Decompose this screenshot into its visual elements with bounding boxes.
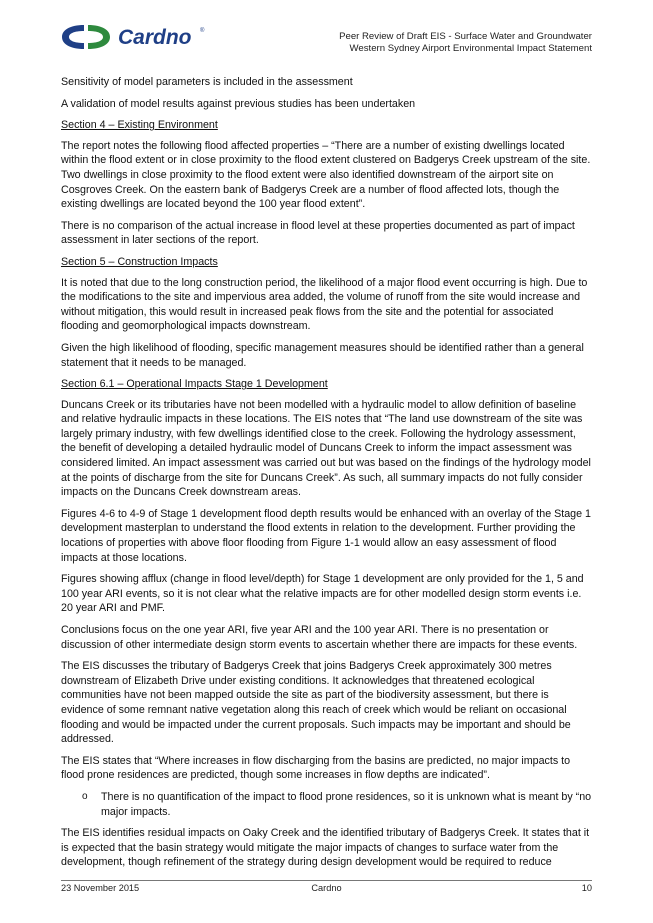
svg-text:®: ® bbox=[200, 28, 205, 34]
bullet-item bbox=[61, 790, 592, 819]
page-number: 10 bbox=[581, 883, 592, 893]
paragraph: The EIS identifies residual impacts on Oaky Creek and the identified tributary of Badgerys Creek. It states that it is expected that the basin strategy would mitigate the major impacts of changes to surface water from the development, though refinement of the strategy during design development would be required to reduce bbox=[61, 827, 590, 869]
paragraph: There is no comparison of the actual increase in flood level at these properties documented as part of impact assessment in later sections of the report. bbox=[61, 219, 575, 247]
cardno-logo-mark bbox=[60, 22, 220, 52]
footer-divider bbox=[61, 880, 592, 881]
paragraph: Given the high likelihood of flooding, specific management measures should be identified rather than a general statement that it needs to be managed. bbox=[61, 341, 584, 369]
paragraph: The EIS discusses the tributary of Badgerys Creek that joins Badgerys Creek approximately 300 metres downstream of Elizabeth Drive under existing conditions. It acknowledges that threatened ecological communities have not been mapped outside the site as part of the biodiversity assessment, but there is evidence of some remnant native vegetation along this reach of creek which would be reliant on occasional flooding and would be impacted under the current proposals. Such impacts may be important and should be addressed. bbox=[61, 660, 571, 746]
section-6-1-heading: Section 6.1 – Operational Impacts Stage 1 Development bbox=[61, 378, 328, 391]
paragraph: Figures showing afflux (change in flood level/depth) for Stage 1 development are only provided for the 1, 5 and 100 year ARI events, so it is not clear what the relative impacts are for other modelled design storm events i.e. 20 year ARI and PMF. bbox=[61, 573, 584, 615]
paragraph: The EIS states that “Where increases in flow discharging from the basins are predicted, no major impacts to flood prone residences are predicted, though some increases in flow depths are indicated”. bbox=[61, 754, 571, 782]
header-subtitle: Western Sydney Airport Environmental Impact Statement bbox=[349, 43, 592, 54]
paragraph: The report notes the following flood affected properties – “There are a number of existing dwellings located within the flood extent or in close proximity to the flood extent clustered on Badgerys Creek upstream of the site. Two dwellings in close proximity to the flood extent were also identified downstream of the airport site on Cosgroves Creek. On the eastern bank of Badgerys Creek are a number of flood affected lots, though the existing dwellings are located beyond the 100 year flood extent”. bbox=[61, 139, 591, 211]
svg-text:Cardno: Cardno bbox=[118, 26, 192, 49]
footer-company: Cardno bbox=[311, 883, 342, 893]
footer-date: 23 November 2015 bbox=[61, 883, 140, 893]
bullet-text: There is no quantification of the impact to flood prone residences, so it is unknown what is meant by “no major impacts. bbox=[101, 790, 592, 818]
section-4-heading: Section 4 – Existing Environment bbox=[61, 119, 218, 132]
section-5-heading: Section 5 – Construction Impacts bbox=[61, 255, 218, 268]
document-body bbox=[61, 75, 592, 877]
paragraph: Conclusions focus on the one year ARI, five year ARI and the 100 year ARI. There is no presentation or discussion of other intermediate design storm events to ascertain whether there are impacts for these events. bbox=[61, 624, 578, 651]
document-header bbox=[339, 31, 592, 55]
paragraph: A validation of model results against previous studies has been undertaken bbox=[61, 97, 416, 110]
paragraph: Duncans Creek or its tributaries have not been modelled with a hydraulic model to allow definition of baseline and relative hydraulic impacts in these locations. The EIS notes that “The land use downstream of the site was largely primary industry, with few dwellings identified close to the creek. Following the hydrology assessment, the benefit of developing a detailed hydraulic model of Duncans Creek to inform the impact assessment was considered limited. An impact assessment was carried out but was based on the findings of the hydrology model at the points of discharge from the site for Duncans Creek”. As such, all summary impacts do not fully consider impacts on the Duncans Creek downstream areas. bbox=[61, 398, 591, 499]
paragraph: Sensitivity of model parameters is included in the assessment bbox=[61, 76, 353, 88]
paragraph: Figures 4-6 to 4-9 of Stage 1 development flood depth results would be enhanced with an overlay of the Stage 1 development masterplan to understand the flood extents in relation to the development. Further providing the locations of properties with above floor flooding from Figure 1-1 would allow an easy assessment of flood impacts at those locations. bbox=[61, 507, 591, 564]
cardno-logo bbox=[60, 22, 220, 52]
paragraph: It is noted that due to the long construction period, the likelihood of a major flood event occurring is high. Due to the modifications to the site and impervious area added, the volume of runoff from the site would increase and without mitigation, this would result in increased peak flows from the site and the potential for associated flooding and geomorphological impacts downstream. bbox=[61, 276, 588, 333]
bullet-marker: o bbox=[82, 790, 88, 802]
header-title: Peer Review of Draft EIS - Surface Water and Groundwater bbox=[339, 31, 592, 42]
